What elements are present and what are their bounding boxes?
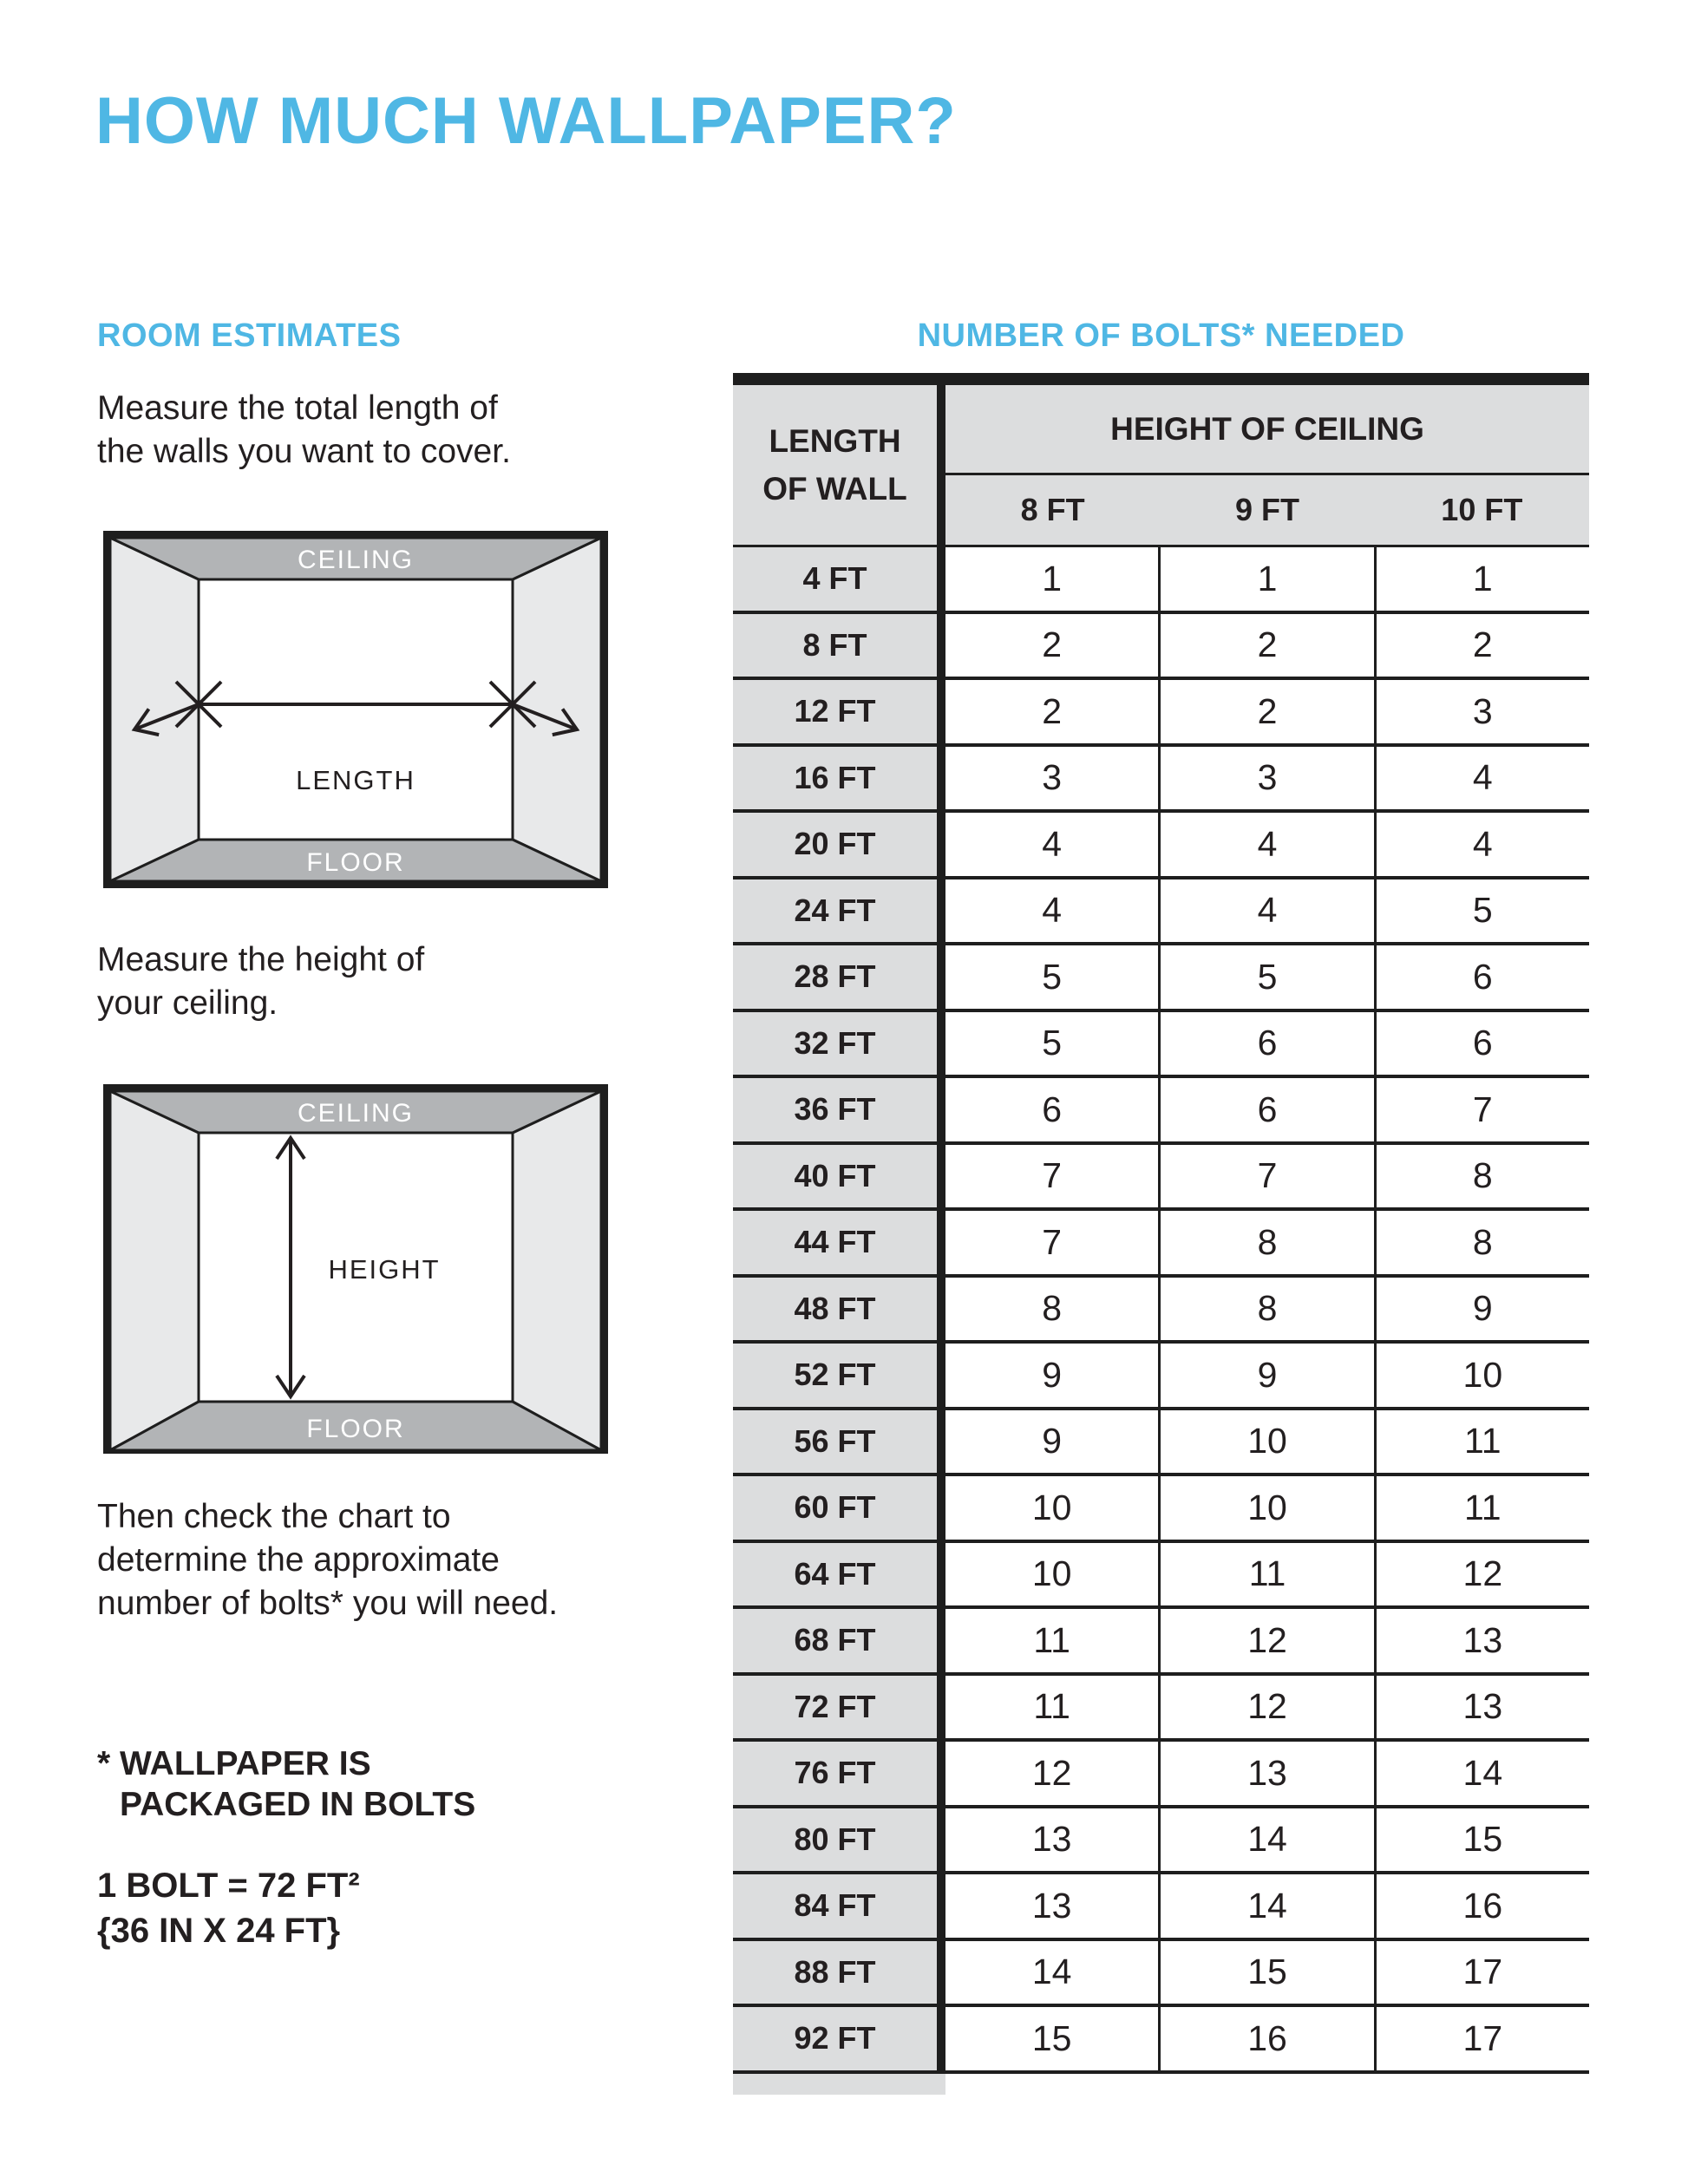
- bolt-count-cell: 13: [1158, 1742, 1373, 1805]
- table-bottom-stub: [733, 2074, 945, 2095]
- paragraph-line: Measure the total length of: [97, 389, 498, 427]
- bolt-count-cell: 8: [1158, 1278, 1373, 1341]
- bolt-count-cell: 8: [1374, 1145, 1589, 1208]
- floor-label: FLOOR: [306, 848, 405, 877]
- table-row: [733, 1742, 1589, 1808]
- bolt-count-cell: 11: [1158, 1543, 1373, 1606]
- measure-length-paragraph: [97, 387, 511, 474]
- table-row: [733, 2007, 1589, 2074]
- bolt-count-cell: 15: [1158, 1941, 1373, 2004]
- bolt-size-info: [97, 1863, 360, 1953]
- table-rows: [733, 547, 1589, 2074]
- table-row: [733, 1410, 1589, 1477]
- bolt-count-cell: 2: [1158, 680, 1373, 743]
- table-row: [733, 1874, 1589, 1941]
- table-row: [733, 1609, 1589, 1676]
- height-of-ceiling-header: HEIGHT OF CEILING: [945, 385, 1589, 475]
- bolt-count-cell: 9: [1042, 1354, 1063, 1395]
- wall-length-label: 68 FT: [733, 1609, 945, 1672]
- paragraph-line: Then check the chart to: [97, 1498, 451, 1535]
- bolt-count-cell: 4: [1374, 813, 1589, 876]
- wall-length-label: 32 FT: [733, 1012, 945, 1076]
- bolts-footnote: [97, 1743, 475, 1825]
- table-row: [733, 1012, 1589, 1079]
- bolt-equation: 1 BOLT = 72 FT²: [97, 1867, 360, 1905]
- wall-length-label: 36 FT: [733, 1078, 945, 1141]
- column-header-10ft: 10 FT: [1441, 492, 1523, 527]
- table-row: [733, 1344, 1589, 1410]
- bolt-count-cell: 11: [1374, 1476, 1589, 1540]
- bolt-count-cell: 12: [1158, 1676, 1373, 1739]
- bolt-count-cell: 13: [1374, 1609, 1589, 1672]
- ceiling-label: CEILING: [297, 1099, 415, 1128]
- bolt-count-cell: 7: [1158, 1145, 1373, 1208]
- table-top-bar: [733, 373, 1589, 385]
- bolt-count-cell: 12: [1031, 1752, 1072, 1793]
- table-row: [733, 1145, 1589, 1212]
- right-wall: [513, 1091, 601, 1450]
- table-row: [733, 1211, 1589, 1278]
- bolt-count-cell: 8: [1374, 1211, 1589, 1274]
- table-row: [733, 813, 1589, 879]
- bolt-count-cell: 15: [1031, 2017, 1072, 2058]
- bolt-count-cell: 10: [1031, 1487, 1072, 1527]
- table-row: [733, 1543, 1589, 1610]
- table-header: [733, 385, 1589, 547]
- wall-length-label: 60 FT: [733, 1476, 945, 1540]
- table-row: [733, 614, 1589, 681]
- bolt-count-cell: 17: [1374, 2007, 1589, 2070]
- table-row: [733, 879, 1589, 946]
- bolt-count-cell: 10: [1158, 1476, 1373, 1540]
- table-row: [733, 547, 1589, 614]
- bolt-count-cell: 8: [1158, 1211, 1373, 1274]
- bolt-count-cell: 16: [1374, 1874, 1589, 1938]
- bolt-count-cell: 4: [1042, 890, 1063, 931]
- wall-length-label: 24 FT: [733, 879, 945, 943]
- wall-length-label: 84 FT: [733, 1874, 945, 1938]
- table-row: [733, 1278, 1589, 1344]
- wall-length-label: 20 FT: [733, 813, 945, 876]
- bolt-count-cell: 12: [1158, 1609, 1373, 1672]
- wall-length-label: 52 FT: [733, 1344, 945, 1407]
- bolt-count-cell: 11: [1374, 1410, 1589, 1474]
- footnote-line: PACKAGED IN BOLTS: [120, 1786, 476, 1823]
- left-wall: [110, 1091, 199, 1450]
- header-line: OF WALL: [762, 471, 907, 507]
- bolt-count-cell: 9: [1374, 1278, 1589, 1341]
- bolt-dimensions: {36 IN X 24 FT}: [97, 1912, 341, 1950]
- bolt-count-cell: 4: [1042, 823, 1063, 864]
- column-header-8ft: 8 FT: [1020, 492, 1085, 527]
- bolt-count-cell: 2: [1158, 614, 1373, 677]
- footnote-line: * WALLPAPER IS: [97, 1745, 371, 1782]
- wall-length-label: 40 FT: [733, 1145, 945, 1208]
- bolt-count-cell: 1: [1374, 547, 1589, 611]
- bolt-count-cell: 4: [1158, 879, 1373, 943]
- wall-length-label: 76 FT: [733, 1742, 945, 1805]
- table-row: [733, 747, 1589, 814]
- bolt-count-cell: 16: [1158, 2007, 1373, 2070]
- bolt-count-cell: 14: [1158, 1808, 1373, 1872]
- wall-length-label: 56 FT: [733, 1410, 945, 1474]
- bolt-count-cell: 13: [1031, 1819, 1072, 1860]
- wall-length-label: 4 FT: [733, 547, 945, 611]
- bolt-count-cell: 17: [1374, 1941, 1589, 2004]
- paragraph-line: your ceiling.: [97, 984, 278, 1022]
- bolt-count-cell: 3: [1158, 747, 1373, 810]
- back-wall: [199, 579, 513, 840]
- bolt-count-cell: 10: [1158, 1410, 1373, 1474]
- paragraph-line: determine the approximate: [97, 1541, 500, 1579]
- bolt-count-cell: 1: [1042, 558, 1063, 598]
- room-length-diagram: [103, 531, 608, 888]
- paragraph-line: the walls you want to cover.: [97, 433, 511, 470]
- bolt-count-cell: 5: [1042, 956, 1063, 997]
- header-line: LENGTH: [769, 423, 901, 459]
- length-of-wall-header: [733, 385, 945, 545]
- check-chart-paragraph: [97, 1495, 558, 1625]
- bolt-count-cell: 5: [1042, 1023, 1063, 1063]
- wall-length-label: 44 FT: [733, 1211, 945, 1274]
- paragraph-line: number of bolts* you will need.: [97, 1585, 559, 1622]
- paragraph-line: Measure the height of: [97, 941, 425, 978]
- measure-height-paragraph: [97, 938, 424, 1025]
- bolt-count-cell: 6: [1158, 1012, 1373, 1076]
- wall-length-label: 16 FT: [733, 747, 945, 810]
- bolt-count-cell: 8: [1042, 1288, 1063, 1329]
- wall-length-label: 92 FT: [733, 2007, 945, 2070]
- room-height-diagram: [103, 1084, 608, 1454]
- table-row: [733, 680, 1589, 747]
- wall-length-label: 28 FT: [733, 945, 945, 1009]
- bolt-count-cell: 14: [1374, 1742, 1589, 1805]
- bolt-count-cell: 6: [1374, 1012, 1589, 1076]
- bolts-needed-table: [733, 373, 1589, 2095]
- bolt-count-cell: 6: [1158, 1078, 1373, 1141]
- bolt-count-cell: 10: [1031, 1553, 1072, 1594]
- bolt-count-cell: 2: [1374, 614, 1589, 677]
- bolt-count-cell: 7: [1042, 1221, 1063, 1262]
- bolt-count-cell: 14: [1158, 1874, 1373, 1938]
- table-row: [733, 945, 1589, 1012]
- bolt-count-cell: 12: [1374, 1543, 1589, 1606]
- wall-length-label: 80 FT: [733, 1808, 945, 1872]
- table-row: [733, 1941, 1589, 2008]
- bolt-count-cell: 3: [1042, 757, 1063, 798]
- bolt-count-cell: 6: [1374, 945, 1589, 1009]
- bolt-count-cell: 13: [1374, 1676, 1589, 1739]
- floor-label: FLOOR: [306, 1415, 405, 1443]
- table-row: [733, 1078, 1589, 1145]
- bolt-count-cell: 15: [1374, 1808, 1589, 1872]
- length-label: LENGTH: [296, 765, 415, 795]
- wall-length-label: 12 FT: [733, 680, 945, 743]
- wall-length-label: 72 FT: [733, 1676, 945, 1739]
- bolt-count-cell: 6: [1042, 1089, 1063, 1129]
- bolt-count-cell: 9: [1042, 1421, 1063, 1461]
- bolts-needed-heading: NUMBER OF BOLTS* NEEDED: [917, 317, 1405, 354]
- bolt-count-cell: 14: [1031, 1952, 1072, 1992]
- height-of-ceiling-group: [945, 385, 1589, 545]
- bolt-count-cell: 4: [1158, 813, 1373, 876]
- table-row: [733, 1808, 1589, 1875]
- wall-length-label: 48 FT: [733, 1278, 945, 1341]
- room-estimates-heading: ROOM ESTIMATES: [97, 317, 402, 354]
- wall-length-label: 88 FT: [733, 1941, 945, 2004]
- bolt-count-cell: 2: [1042, 624, 1063, 665]
- ceiling-label: CEILING: [297, 546, 415, 574]
- bolt-count-cell: 7: [1042, 1155, 1063, 1196]
- bolt-count-cell: 5: [1374, 879, 1589, 943]
- bolt-count-cell: 11: [1033, 1619, 1070, 1660]
- bolt-count-cell: 11: [1033, 1686, 1070, 1727]
- bolt-count-cell: 2: [1042, 690, 1063, 731]
- bolt-count-cell: 4: [1374, 747, 1589, 810]
- bolt-count-cell: 1: [1158, 547, 1373, 611]
- table-row: [733, 1676, 1589, 1743]
- ceiling-height-columns: [945, 475, 1589, 545]
- bolt-count-cell: 3: [1374, 680, 1589, 743]
- column-header-9ft: 9 FT: [1234, 492, 1299, 527]
- bolt-count-cell: 9: [1158, 1344, 1373, 1407]
- bolt-count-cell: 7: [1374, 1078, 1589, 1141]
- height-label: HEIGHT: [328, 1254, 441, 1285]
- table-row: [733, 1476, 1589, 1543]
- bolt-count-cell: 10: [1374, 1344, 1589, 1407]
- bolt-count-cell: 5: [1158, 945, 1373, 1009]
- page-title: HOW MUCH WALLPAPER?: [95, 84, 957, 158]
- wall-length-label: 8 FT: [733, 614, 945, 677]
- bolt-count-cell: 13: [1031, 1885, 1072, 1926]
- wall-length-label: 64 FT: [733, 1543, 945, 1606]
